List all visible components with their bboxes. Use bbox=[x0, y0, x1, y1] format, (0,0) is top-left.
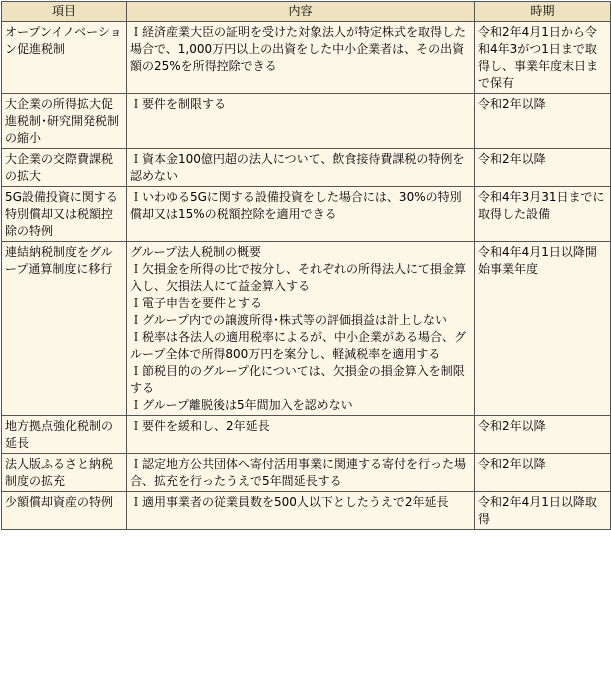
header-item: 項目 bbox=[2, 2, 127, 22]
table-row bbox=[2, 454, 611, 492]
row-item: 連結納税制度をグループ通算制度に移行 bbox=[2, 242, 127, 416]
row-period: 令和4年4月1日以降開始事業年度 bbox=[475, 242, 611, 416]
row-content bbox=[127, 22, 475, 94]
row-content bbox=[127, 187, 475, 242]
content-line: Ｉ税率は各法人の適用税率によるが、中小企業がある場合、グループ全体で所得800万円を案分し、軽減税率を適用する bbox=[130, 330, 467, 361]
table-row bbox=[2, 242, 611, 416]
content-line: Ｉ要件を制限する bbox=[130, 97, 227, 111]
table-row bbox=[2, 416, 611, 454]
table-row bbox=[2, 149, 611, 187]
table-row bbox=[2, 187, 611, 242]
row-item: 法人版ふるさと納税制度の拡充 bbox=[2, 454, 127, 492]
row-period: 令和2年以降 bbox=[475, 454, 611, 492]
row-period: 令和4年3月31日までに取得した設備 bbox=[475, 187, 611, 242]
row-period: 令和2年以降 bbox=[475, 416, 611, 454]
content-line: Ｉ資本金100億円超の法人について、飲食接待費課税の特例を認めない bbox=[130, 152, 465, 183]
content-line: Ｉ欠損金を所得の比で按分し、それぞれの所得法人にて損金算入し、欠損法人にて益金算入する bbox=[130, 262, 467, 293]
content-line: Ｉ要件を緩和し、2年延長 bbox=[130, 419, 270, 433]
row-content bbox=[127, 454, 475, 492]
row-item: 5G設備投資に関する特別償却又は税額控除の特例 bbox=[2, 187, 127, 242]
content-line: Ｉグループ離脱後は5年間加入を認めない bbox=[130, 398, 353, 412]
table-body bbox=[2, 22, 611, 530]
row-period: 令和2年4月1日から令和4年3がつ1日まで取得し、事業年度末日まで保有 bbox=[475, 22, 611, 94]
header-period: 時期 bbox=[475, 2, 611, 22]
content-line: Ｉ節税目的のグループ化については、欠損金の損金算入を制限する bbox=[130, 364, 465, 395]
row-content bbox=[127, 416, 475, 454]
row-item: 少額償却資産の特例 bbox=[2, 492, 127, 530]
row-item: 大企業の交際費課税の拡大 bbox=[2, 149, 127, 187]
row-period: 令和2年以降 bbox=[475, 94, 611, 149]
header-content: 内容 bbox=[127, 2, 475, 22]
content-line: Ｉ適用事業者の従業員数を500人以下としたうえで2年延長 bbox=[130, 495, 449, 509]
tax-reform-table bbox=[1, 1, 611, 530]
table-row bbox=[2, 94, 611, 149]
content-line: Ｉ電子申告を要件とする bbox=[130, 296, 263, 310]
content-line: グループ法人税制の概要 bbox=[130, 245, 262, 259]
row-item: 地方拠点強化税制の延長 bbox=[2, 416, 127, 454]
header-row bbox=[2, 2, 611, 22]
content-line: Ｉいわゆる5Gに関する設備投資をした場合には、30%の特別償却又は15%の税額控除を適用できる bbox=[130, 190, 462, 221]
content-line: Ｉ経済産業大臣の証明を受けた対象法人が特定株式を取得した場合で、1,000万円以上の出資をした中小企業者は、その出資額の25%を所得控除できる bbox=[130, 25, 467, 73]
table-row bbox=[2, 22, 611, 94]
row-period: 令和2年4月1日以降取得 bbox=[475, 492, 611, 530]
row-period: 令和2年以降 bbox=[475, 149, 611, 187]
content-line: Ｉグループ内での譲渡所得･株式等の評価損益は計上しない bbox=[130, 313, 448, 327]
table-row bbox=[2, 492, 611, 530]
row-item: 大企業の所得拡大促進税制･研究開発税制の縮小 bbox=[2, 94, 127, 149]
content-line: Ｉ認定地方公共団体へ寄付活用事業に関連する寄付を行った場合、拡充を行ったうえで5年間延長する bbox=[130, 457, 467, 488]
row-item: オープンイノベーション促進税制 bbox=[2, 22, 127, 94]
row-content bbox=[127, 94, 475, 149]
row-content bbox=[127, 242, 475, 416]
row-content bbox=[127, 149, 475, 187]
row-content bbox=[127, 492, 475, 530]
